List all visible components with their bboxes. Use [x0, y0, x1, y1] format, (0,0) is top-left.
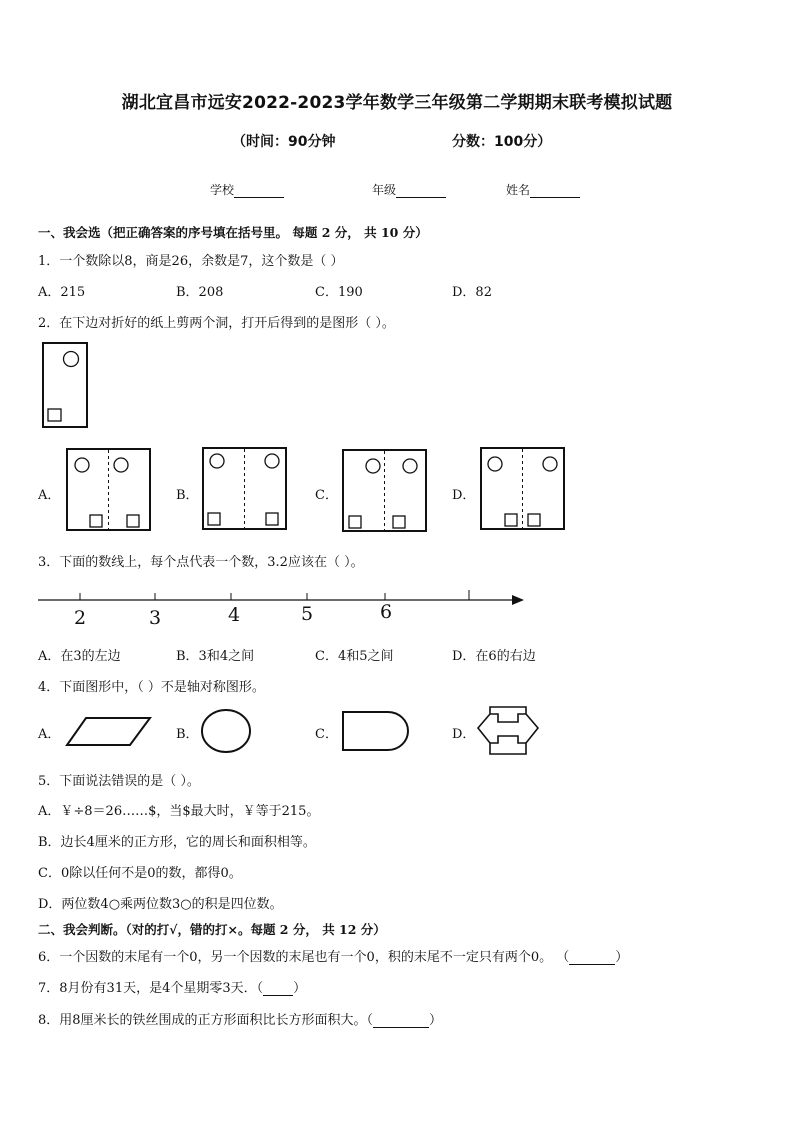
q6-close: ） — [615, 950, 629, 965]
half-rounded-rect-shape[interactable] — [342, 711, 410, 751]
grade-field[interactable] — [372, 181, 446, 198]
q2-label-c[interactable]: C． — [315, 488, 338, 503]
school-blank[interactable] — [234, 185, 284, 198]
section1-heading: 一、我会选（把正确答案的序号填在括号里。 每题 2 分， 共 10 分） — [38, 225, 428, 240]
q2-label-a[interactable]: A． — [38, 488, 61, 503]
q1-option-c[interactable]: C．190 — [315, 285, 363, 300]
q7-text: 7．8月份有31天，是4个星期零3天．（ — [38, 981, 264, 996]
q4-label-c[interactable]: C． — [315, 727, 338, 742]
q8-answer-blank[interactable] — [373, 1015, 429, 1028]
folded-paper-figure — [42, 342, 90, 430]
q4-label-a[interactable]: A． — [38, 727, 61, 742]
tick-label-5: 5 — [301, 603, 314, 625]
name-label: 姓名 — [506, 183, 531, 197]
q7-line — [38, 977, 306, 996]
q3-option-c[interactable]: C．4和5之间 — [315, 649, 394, 664]
q5-option-d[interactable]: D．两位数4○乘两位数3○的积是四位数。 — [38, 897, 283, 912]
name-blank[interactable] — [530, 185, 580, 198]
q1-option-b[interactable]: B．208 — [176, 285, 224, 300]
q4-label-b[interactable]: B． — [176, 727, 199, 742]
q4-label-d[interactable]: D． — [452, 727, 476, 742]
tick-label-2: 2 — [74, 607, 87, 629]
q2-option-a-figure[interactable] — [66, 448, 152, 532]
q8-text: 8．用8厘米长的铁丝围成的正方形面积比长方形面积大。（ — [38, 1013, 374, 1028]
school-label: 学校 — [210, 183, 235, 197]
number-line — [38, 586, 528, 634]
q1-option-a[interactable]: A．215 — [38, 285, 86, 300]
q8-close: ） — [429, 1013, 443, 1028]
q7-close: ） — [293, 981, 307, 996]
q1-text: 1．一个数除以8，商是26，余数是7，这个数是（ ） — [38, 254, 344, 269]
grade-blank[interactable] — [396, 185, 446, 198]
q6-answer-blank[interactable] — [569, 952, 615, 965]
tick-label-6: 6 — [380, 601, 393, 623]
q8-line — [38, 1009, 442, 1028]
q3-text: 3．下面的数线上，每个点代表一个数，3.2应该在（ ）。 — [38, 555, 364, 570]
q2-option-c-figure[interactable] — [342, 449, 428, 533]
q3-option-d[interactable]: D．在6的右边 — [452, 649, 536, 664]
time-label: （时间：90分钟 — [232, 134, 336, 150]
q2-option-b-figure[interactable] — [202, 447, 288, 531]
q4-text: 4．下面图形中，（ ）不是轴对称图形。 — [38, 680, 265, 695]
q3-option-a[interactable]: A．在3的左边 — [38, 649, 121, 664]
tick-label-4: 4 — [228, 604, 241, 626]
page-title: 湖北宜昌市远安2022-2023学年数学三年级第二学期期末联考模拟试题 — [121, 93, 673, 113]
parallelogram-shape[interactable] — [66, 717, 152, 747]
q5-option-b[interactable]: B．边长4厘米的正方形，它的周长和面积相等。 — [38, 835, 316, 850]
q7-answer-blank[interactable] — [263, 983, 293, 996]
circle-shape[interactable] — [200, 709, 252, 753]
q2-text: 2．在下边对折好的纸上剪两个洞，打开后得到的是图形（ ）。 — [38, 316, 395, 331]
score-label: 分数：100分） — [452, 134, 552, 150]
grade-label: 年级 — [372, 183, 397, 197]
q3-option-b[interactable]: B．3和4之间 — [176, 649, 255, 664]
q5-option-c[interactable]: C．0除以任何不是0的数，都得0。 — [38, 866, 242, 881]
q2-option-d-figure[interactable] — [480, 447, 566, 531]
school-field[interactable] — [210, 181, 284, 198]
q6-text: 6．一个因数的末尾有一个0，另一个因数的末尾也有一个0，积的末尾不一定只有两个0。 （ — [38, 950, 570, 965]
q1-option-d[interactable]: D．82 — [452, 285, 492, 300]
q5-text: 5．下面说法错误的是（ ）。 — [38, 774, 200, 789]
tick-label-3: 3 — [149, 607, 162, 629]
section2-heading: 二、我会判断。（对的打√，错的打×。每题 2 分， 共 12 分） — [38, 922, 386, 937]
double-arrow-shape[interactable] — [476, 706, 540, 756]
name-field[interactable] — [506, 181, 580, 198]
q2-label-d[interactable]: D． — [452, 488, 476, 503]
q6-line — [38, 946, 628, 965]
q2-label-b[interactable]: B． — [176, 488, 199, 503]
q5-option-a[interactable]: A．￥÷8＝26……$，当$最大时，￥等于215。 — [38, 804, 320, 819]
